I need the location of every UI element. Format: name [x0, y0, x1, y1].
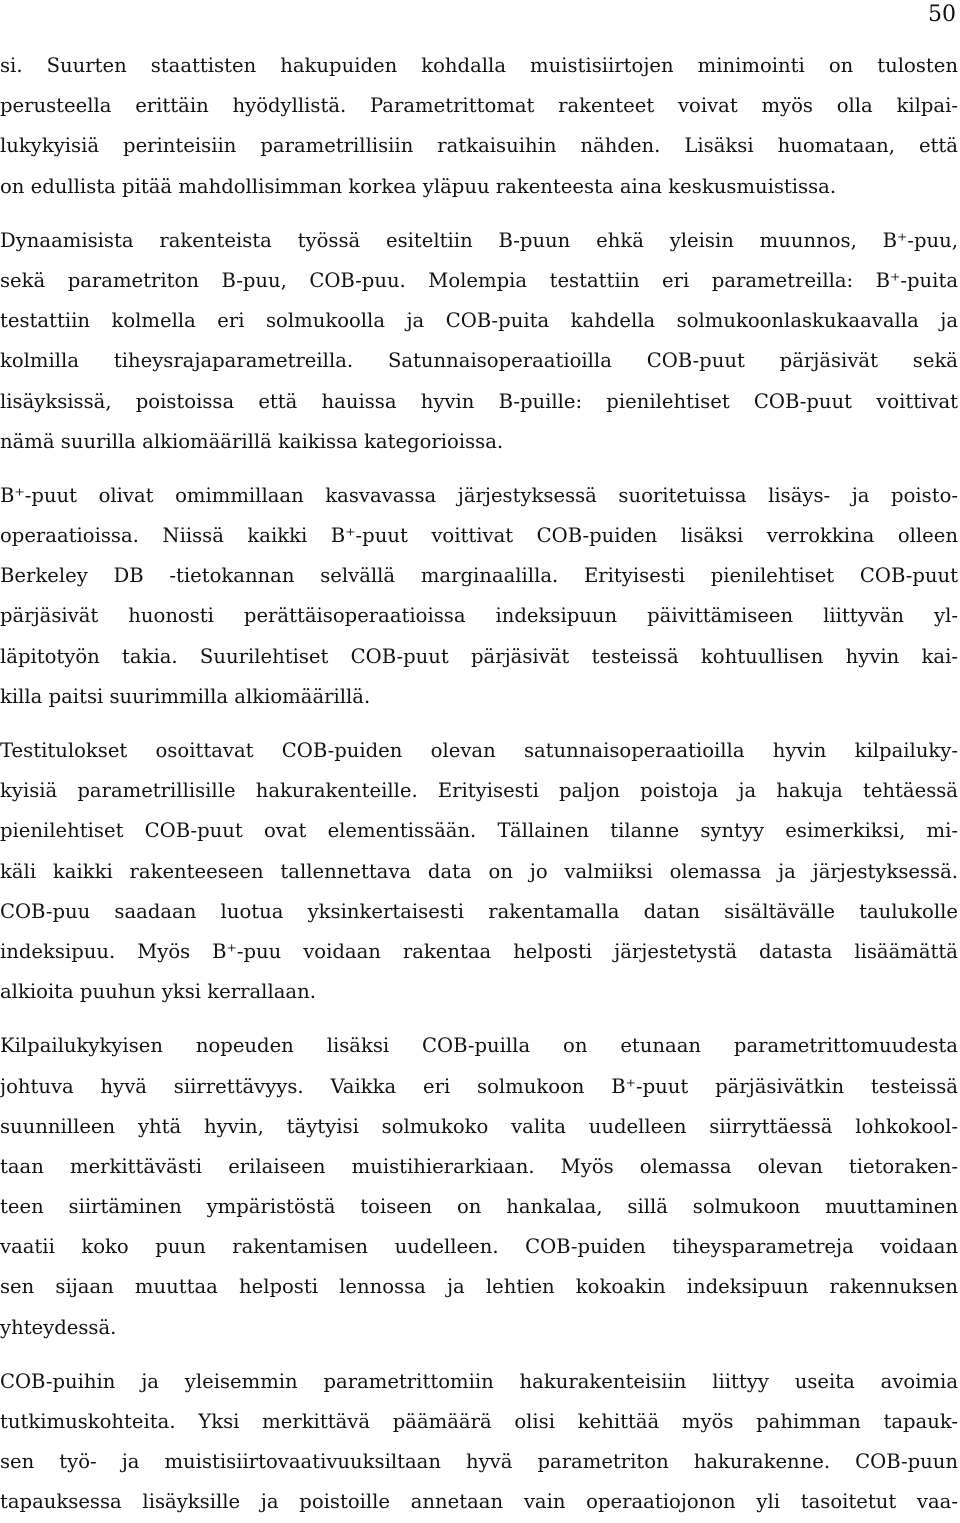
text-line: COB-puihin ja yleisemmin parametrittomiin hakurakenteisiin liittyy useita avoimia — [0, 1369, 958, 1393]
text-line: sekä parametriton B-puu, COB-puu. Molempia testattiin eri parametreilla: B⁺-puita — [0, 268, 958, 292]
text-line: COB-puu saadaan luotua yksinkertaisesti rakentamalla datan sisältävälle taulukolle — [0, 899, 958, 923]
text-line: Berkeley DB -tietokannan selvällä marginaalilla. Erityisesti pienilehtiset COB-puut — [0, 564, 958, 588]
text-line: alkioita puuhun yksi kerrallaan. — [0, 980, 316, 1004]
text-line: nämä suurilla alkiomäärillä kaikissa kategorioissa. — [0, 429, 504, 453]
paragraph — [0, 1026, 958, 1348]
text-line: sen työ- ja muistisiirtovaativuuksiltaan hyvä parametriton hakurakenne. COB-puun — [0, 1450, 958, 1474]
text-line: Kilpailukykyisen nopeuden lisäksi COB-puilla on etunaan parametrittomuudesta — [0, 1034, 958, 1058]
text-line: si. Suurten staattisten hakupuiden kohdalla muistisiirtojen minimointi on tulosten — [0, 54, 958, 77]
text-line: Testitulokset osoittavat COB-puiden olevan satunnaisoperaatioilla hyvin kilpailuky- — [0, 739, 958, 762]
text-line: pienilehtiset COB-puut ovat elementissään. Tällainen tilanne syntyy esimerkiksi, mi- — [0, 819, 958, 843]
text-line: pärjäsivät huonosti perättäisoperaatioissa indeksipuun päivittämiseen liittyvän yl- — [0, 604, 958, 628]
text-line: kolmilla tiheysrajaparametreilla. Satunnaisoperaatioilla COB-puut pärjäsivät sekä — [0, 349, 958, 373]
text-line: vaatii koko puun rakentamisen uudelleen. COB-puiden tiheysparametreja voidaan — [0, 1235, 958, 1259]
paragraph — [0, 476, 958, 717]
text-line: tutkimuskohteita. Yksi merkittävä päämäärä olisi kehittää myös pahimman tapauk- — [0, 1410, 958, 1433]
text-line: yhteydessä. — [0, 1315, 117, 1339]
text-line: läpitotyön takia. Suurilehtiset COB-puut pärjäsivät testeissä kohtuullisen hyvin kai- — [0, 644, 958, 668]
text-line: teen siirtäminen ympäristöstä toiseen on hankalaa, sillä solmukoon muuttaminen — [0, 1195, 958, 1219]
text-line: tapauksessa lisäyksille ja poistoille annetaan vain operaatiojonon yli tasoitetut vaa- — [0, 1490, 958, 1514]
text-line: taan merkittävästi erilaiseen muistihierarkiaan. Myös olemassa olevan tietoraken- — [0, 1154, 958, 1178]
page-number: 50 — [928, 2, 956, 27]
paragraph — [0, 731, 958, 1012]
text-line: käli kaikki rakenteeseen tallennettava data on jo valmiiksi olemassa ja järjestyksessä. — [0, 859, 958, 883]
text-line: Dynaamisista rakenteista työssä esiteltiin B-puun ehkä yleisin muunnos, B⁺-puu, — [0, 228, 958, 252]
text-line: kyisiä parametrillisille hakurakenteille. Erityisesti paljon poistoja ja hakuja tehtäessä — [0, 779, 958, 803]
text-line: suunnilleen yhtä hyvin, täytyisi solmukoko valita uudelleen siirryttäessä lohkokool- — [0, 1114, 958, 1138]
text-line: killa paitsi suurimmilla alkiomäärillä. — [0, 684, 371, 708]
paragraph — [0, 46, 958, 207]
text-line: sen sijaan muuttaa helposti lennossa ja lehtien kokoakin indeksipuun rakennuksen — [0, 1275, 958, 1299]
text-line: testattiin kolmella eri solmukoolla ja COB-puita kahdella solmukoonlaskukaavalla ja — [0, 309, 958, 333]
paragraph — [0, 221, 958, 462]
text-line: lukykyisiä perinteisiin parametrillisiin ratkaisuihin nähden. Lisäksi huomataan, että — [0, 134, 958, 158]
text-line: operaatioissa. Niissä kaikki B⁺-puut voittivat COB-puiden lisäksi verrokkina olleen — [0, 524, 958, 548]
text-line: perusteella erittäin hyödyllistä. Parametrittomat rakenteet voivat myös olla kilpai- — [0, 94, 958, 118]
text-line: johtuva hyvä siirrettävyys. Vaikka eri solmukoon B⁺-puut pärjäsivätkin testeissä — [0, 1074, 958, 1098]
paragraph — [0, 1362, 958, 1523]
body-text — [0, 46, 958, 1523]
text-line: on edullista pitää mahdollisimman korkea yläpuu rakenteesta aina keskusmuistissa. — [0, 174, 837, 198]
text-line: lisäyksissä, poistoissa että hauissa hyvin B-puille: pienilehtiset COB-puut voittivat — [0, 389, 958, 413]
text-line: B⁺-puut olivat omimmillaan kasvavassa järjestyksessä suoritetuissa lisäys- ja poisto- — [0, 483, 958, 507]
text-line: indeksipuu. Myös B⁺-puu voidaan rakentaa helposti järjestetystä datasta lisäämättä — [0, 939, 958, 963]
